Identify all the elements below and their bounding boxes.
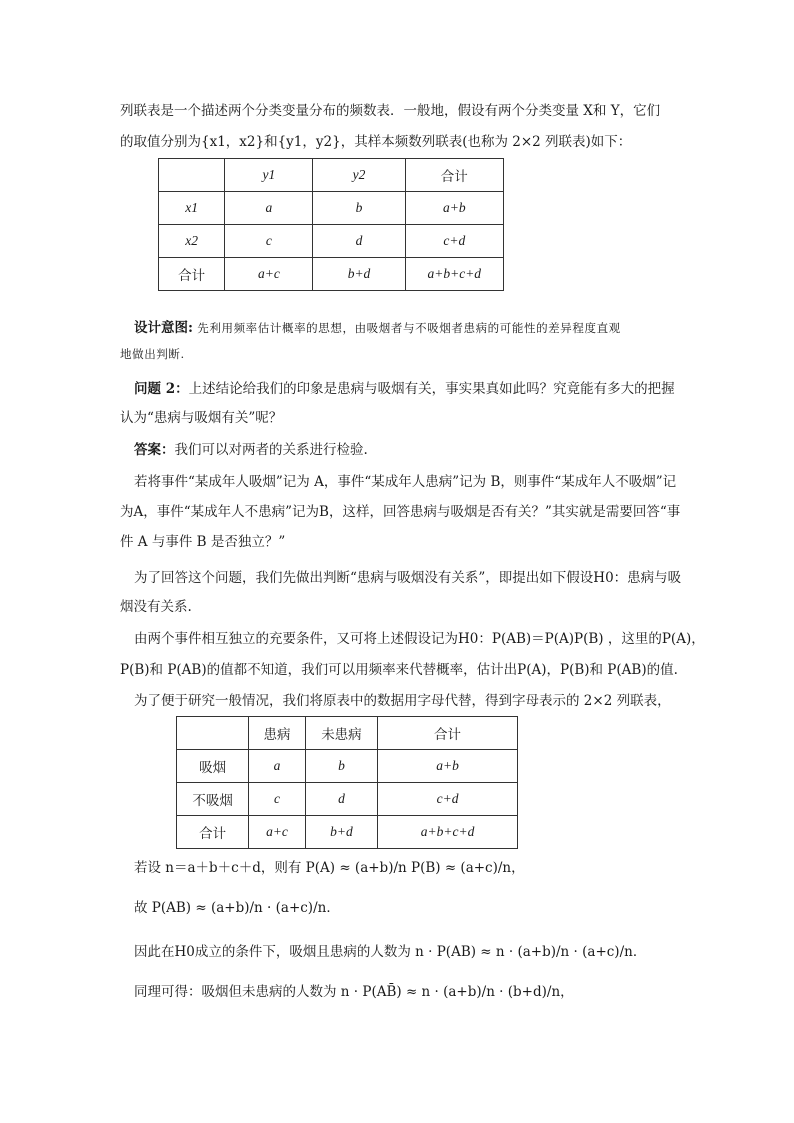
table-cell: a+b [378, 750, 518, 783]
formula-line-3: 因此在H0成立的条件下，吸烟且患病的人数为 n · P(AB) ≈ n · (a+b)/n · (a+c)/n． [134, 944, 647, 960]
table-cell: 吸烟 [177, 750, 249, 783]
table-cell: a+c [249, 816, 306, 849]
table-cell [159, 159, 225, 192]
para2-line-1: 为了回答这个问题，我们先做出判断“患病与吸烟没有关系”，即提出如下假设H0：患病与吸 [134, 570, 682, 586]
table-row [159, 192, 504, 225]
para1-line-3: 件 A 与事件 B 是否独立？” [120, 534, 286, 550]
para1-line-2: 为A，事件“某成年人不患病”记为B，这样，回答患病与吸烟是否有关？”其实就是需要回答“事 [120, 504, 681, 520]
table-row [159, 225, 504, 258]
table-cell: y1 [225, 159, 313, 192]
formula-line-2: 故 P(AB) ≈ (a+b)/n · (a+c)/n． [134, 900, 340, 916]
table-cell: y2 [313, 159, 405, 192]
intro-line-1: 列联表是一个描述两个分类变量分布的频数表．一般地，假设有两个分类变量 X和 Y，它们 [120, 103, 661, 119]
table-cell: 患病 [249, 717, 306, 750]
para4-line-1: 为了便于研究一般情况，我们将原表中的数据用字母代替，得到字母表示的 2×2 列联表， [134, 693, 671, 709]
table-cell: 合计 [159, 258, 225, 291]
table-cell: d [313, 225, 405, 258]
question-label: 问题 2： [134, 381, 189, 397]
intro-line-2: 的取值分别为{x1，x2}和{y1，y2}，其样本频数列联表(也称为 2×2 列联表)如下： [120, 134, 632, 150]
contingency-table-generic [158, 158, 504, 291]
para2-line-2: 烟没有关系. [120, 599, 192, 615]
table-row [159, 258, 504, 291]
table-cell: a [249, 750, 306, 783]
design-intent-text-1: 先利用频率估计概率的思想，由吸烟者与不吸烟者患病的可能性的差异程度直观 [197, 321, 621, 335]
table-cell: c+d [378, 783, 518, 816]
table-cell: x1 [159, 192, 225, 225]
table-cell: a+b [405, 192, 503, 225]
table-row [177, 783, 518, 816]
table-cell: a+b+c+d [405, 258, 503, 291]
para3-line-1: 由两个事件相互独立的充要条件，又可将上述假设记为H0：P(AB)＝P(A)P(B) ，这里的P(A)， [134, 631, 705, 647]
contingency-table-smoking [176, 716, 518, 849]
table-cell: b+d [305, 816, 377, 849]
table-header-row [159, 159, 504, 192]
design-intent-line-1 [134, 318, 621, 338]
para1-line-1: 若将事件“某成年人吸烟”记为 A，事件“某成年人患病”记为 B，则事件“某成年人不吸烟”记 [134, 474, 677, 490]
table-cell: b+d [313, 258, 405, 291]
formula-line-4: 同理可得：吸烟但未患病的人数为 n · P(AB̄) ≈ n · (a+b)/n · (b+d)/n， [134, 984, 574, 1000]
question-text-1: 上述结论给我们的印象是患病与吸烟有关，事实果真如此吗？究竟能有多大的把握 [188, 381, 675, 397]
table-cell: a [225, 192, 313, 225]
formula-line-1: 若设 n＝a＋b＋c＋d，则有 P(A) ≈ (a+b)/n P(B) ≈ (a+c)/n， [134, 860, 525, 876]
table-cell: d [305, 783, 377, 816]
question-line-2: 认为“患病与吸烟有关”呢？ [120, 410, 283, 426]
para3-line-2: P(B)和 P(AB)的值都不知道，我们可以用频率来代替概率，估计出P(A)，P(B)和 P(AB)的值. [120, 662, 678, 678]
table-row [177, 750, 518, 783]
design-intent-line-2: 地做出判断. [120, 347, 185, 361]
table-cell: c [225, 225, 313, 258]
table-cell: 未患病 [305, 717, 377, 750]
table-header-row [177, 717, 518, 750]
table-cell: b [305, 750, 377, 783]
answer-line [134, 440, 368, 460]
table-cell [177, 717, 249, 750]
table-cell: c+d [405, 225, 503, 258]
table-cell: 合计 [177, 816, 249, 849]
table-cell: 不吸烟 [177, 783, 249, 816]
table-cell: a+b+c+d [378, 816, 518, 849]
table-cell: b [313, 192, 405, 225]
table-cell: a+c [225, 258, 313, 291]
answer-label: 答案： [134, 442, 175, 458]
table-row [177, 816, 518, 849]
table-cell: 合计 [378, 717, 518, 750]
question-line-1 [134, 379, 675, 399]
table-cell: 合计 [405, 159, 503, 192]
table-cell: c [249, 783, 306, 816]
answer-text: 我们可以对两者的关系进行检验. [174, 442, 368, 458]
design-intent-label: 设计意图: [134, 320, 193, 336]
table-cell: x2 [159, 225, 225, 258]
